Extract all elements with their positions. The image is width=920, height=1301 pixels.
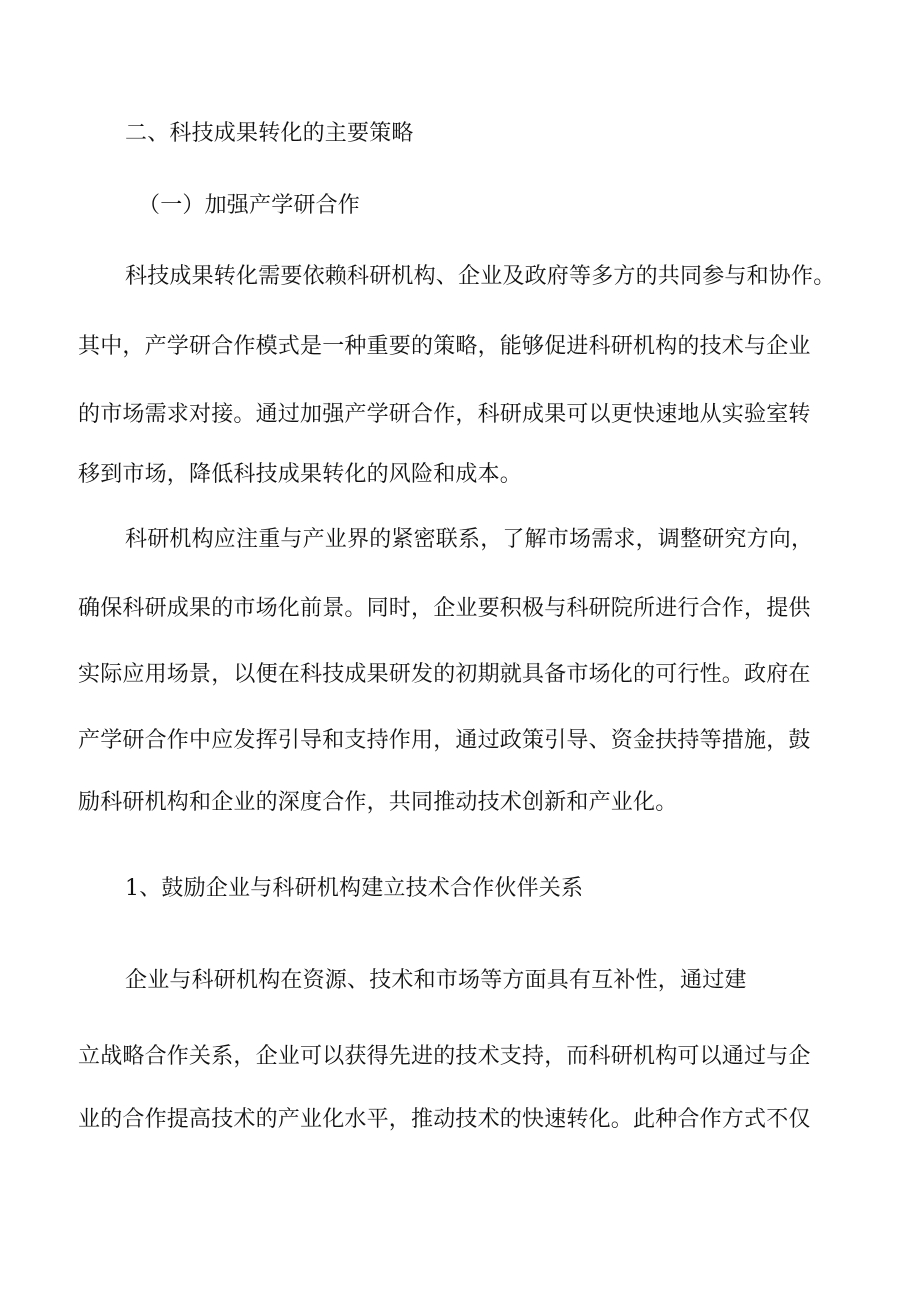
paragraph-line: 的市场需求对接。通过加强产学研合作，科研成果可以更快速地从实验室转 bbox=[78, 402, 811, 427]
item-1-heading: 1、鼓励企业与科研机构建立技术合作伙伴关系 bbox=[125, 876, 584, 901]
paragraph-line: 科技成果转化需要依赖科研机构、企业及政府等多方的共同参与和协作。 bbox=[125, 264, 836, 289]
paragraph-line: 立战略合作关系，企业可以获得先进的技术支持，而科研机构可以通过与企 bbox=[78, 1044, 811, 1069]
paragraph-line: 移到市场，降低科技成果转化的风险和成本。 bbox=[78, 462, 523, 487]
paragraph-line: 产学研合作中应发挥引导和支持作用，通过政策引导、资金扶持等措施，鼓 bbox=[78, 728, 811, 753]
paragraph-line: 业的合作提高技术的产业化水平，推动技术的快速转化。此种合作方式不仅 bbox=[78, 1107, 811, 1132]
paragraph-line: 企业与科研机构在资源、技术和市场等方面具有互补性，通过建 bbox=[125, 968, 747, 993]
subsection-heading: （一）加强产学研合作 bbox=[138, 193, 361, 218]
paragraph-line: 其中，产学研合作模式是一种重要的策略，能够促进科研机构的技术与企业 bbox=[78, 334, 811, 359]
paragraph-line: 励科研机构和企业的深度合作，共同推动技术创新和产业化。 bbox=[78, 790, 678, 815]
section-heading: 二、科技成果转化的主要策略 bbox=[125, 121, 414, 146]
paragraph-line: 实际应用场景，以便在科技成果研发的初期就具备市场化的可行性。政府在 bbox=[78, 662, 811, 687]
paragraph-line: 确保科研成果的市场化前景。同时，企业要积极与科研院所进行合作，提供 bbox=[78, 596, 811, 621]
paragraph-line: 科研机构应注重与产业界的紧密联系，了解市场需求，调整研究方向， bbox=[125, 527, 814, 552]
